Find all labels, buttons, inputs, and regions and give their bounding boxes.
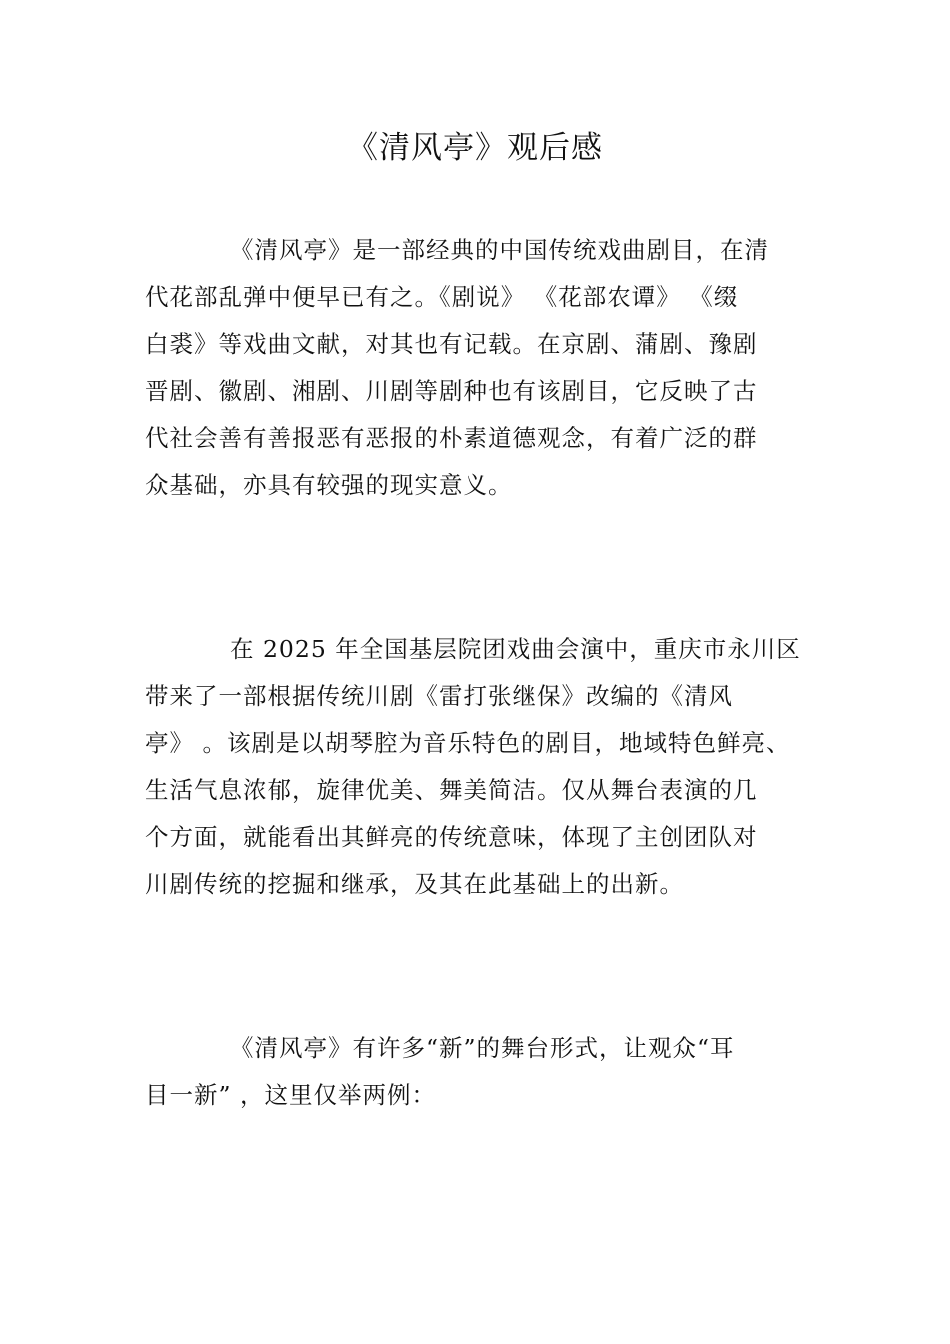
- paragraph-line: 众基础，亦具有较强的现实意义。: [145, 471, 513, 499]
- paragraph-line: 《清风亭》是一部经典的中国传统戏曲剧目，在清: [230, 236, 769, 264]
- paragraph-line: 亭》 。该剧是以胡琴腔为音乐特色的剧目，地域特色鲜亮、: [145, 729, 791, 757]
- paragraph-line: 带来了一部根据传统川剧《雷打张继保》改编的《清风: [145, 682, 733, 710]
- paragraph-line: 在 2025 年全国基层院团戏曲会演中，重庆市永川区: [230, 635, 801, 663]
- document-title: 《清风亭》观后感: [347, 130, 603, 166]
- paragraph-line: 目一新” ，这里仅举两例：: [145, 1081, 436, 1109]
- paragraph-line: 白裘》等戏曲文献，对其也有记载。在京剧、蒲剧、豫剧: [145, 330, 758, 358]
- paragraph-3: [145, 1025, 835, 1119]
- paragraph-line: 生活气息浓郁，旋律优美、舞美简洁。仅从舞台表演的几: [145, 776, 758, 804]
- paragraph-line: 代社会善有善报恶有恶报的朴素道德观念，有着广泛的群: [145, 424, 758, 452]
- paragraph-line: 代花部乱弹中便早已有之。《剧说》 《花部农谭》 《缀: [145, 283, 739, 311]
- paragraph-line: 川剧传统的挖掘和继承，及其在此基础上的出新。: [145, 870, 684, 898]
- paragraph-line: 个方面，就能看出其鲜亮的传统意味，体现了主创团队对: [145, 823, 758, 851]
- paragraph-2: [145, 626, 835, 908]
- paragraph-1: [145, 227, 835, 509]
- paragraph-line: 晋剧、徽剧、湘剧、川剧等剧种也有该剧目，它反映了古: [145, 377, 758, 405]
- paragraph-line: 《清风亭》有许多“新”的舞台形式，让观众“耳: [230, 1034, 735, 1062]
